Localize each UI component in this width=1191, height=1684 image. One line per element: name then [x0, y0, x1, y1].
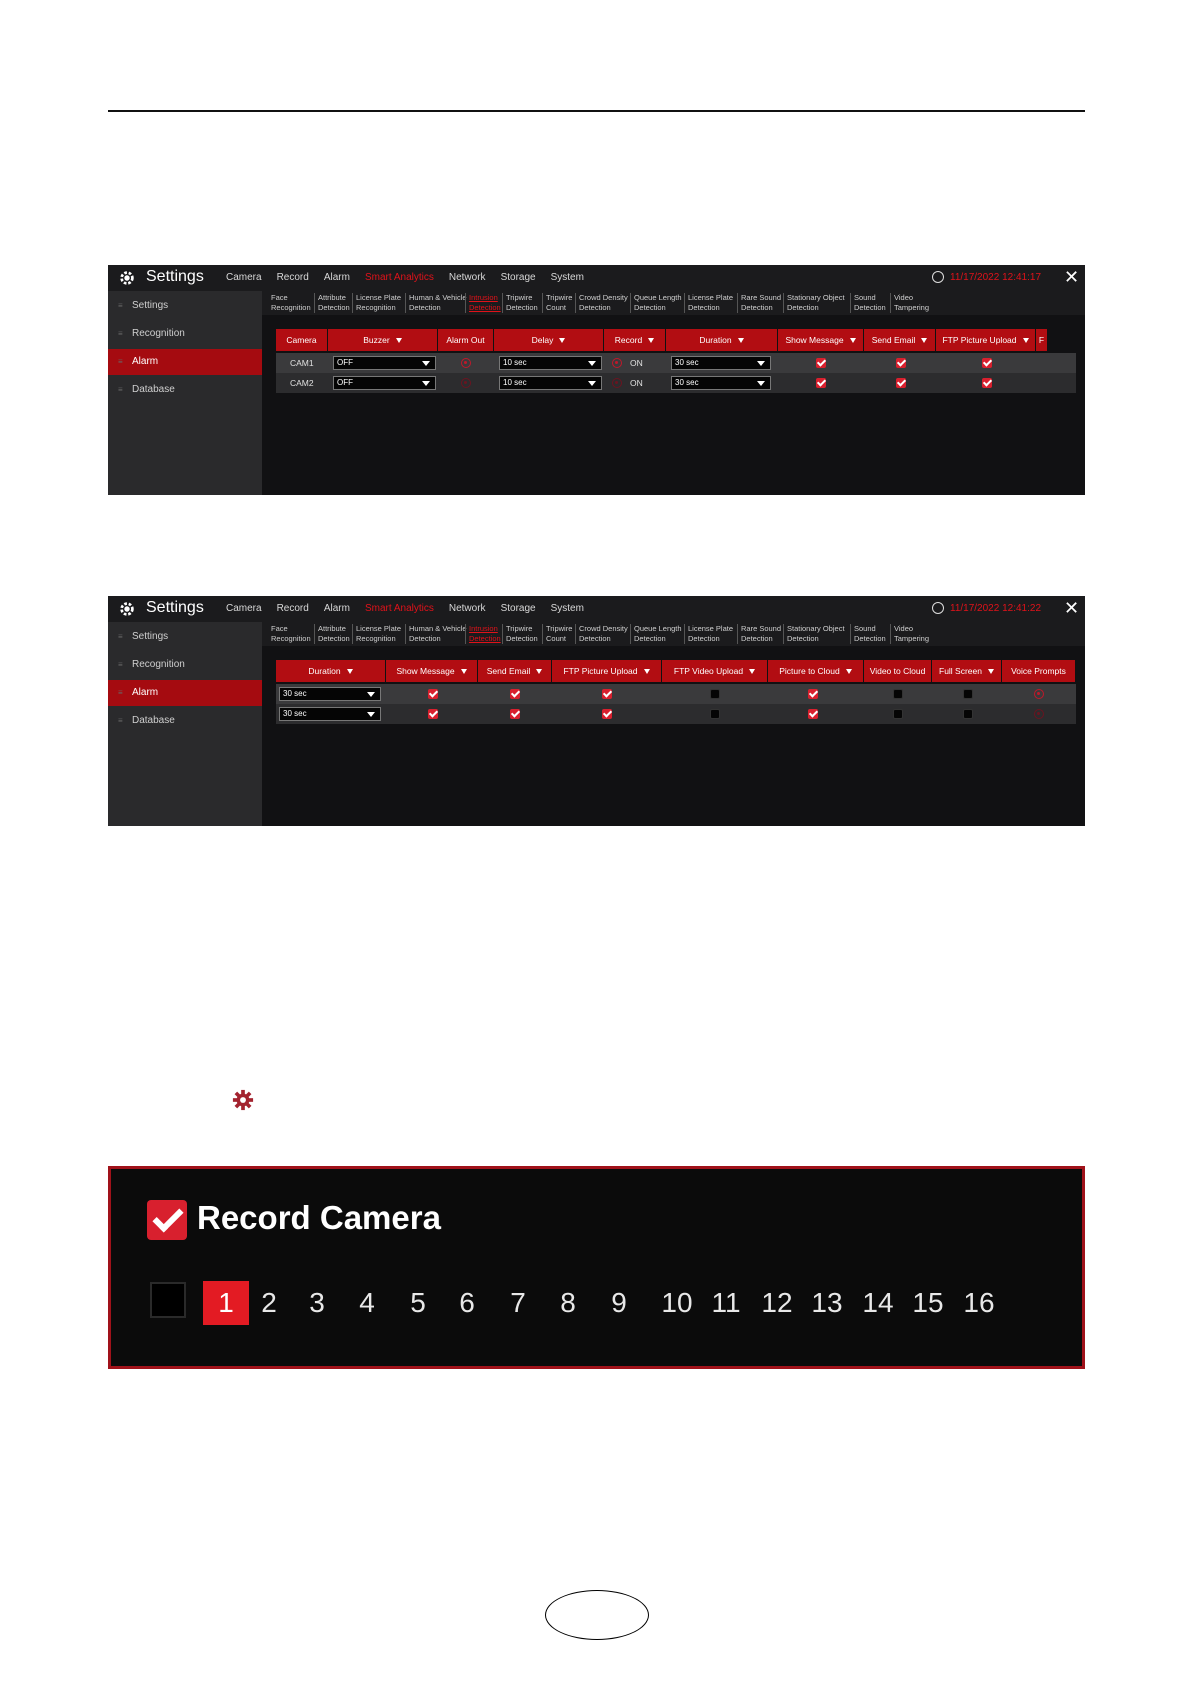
subtab-stationary-object-detection[interactable]: Stationary Object Detection [783, 293, 845, 313]
camera-number-2[interactable]: 2 [261, 1287, 277, 1318]
video-to-cloud-checkbox[interactable] [893, 709, 903, 719]
page-top-rule [108, 110, 1085, 112]
menu-dot-icon: ≡ [118, 660, 123, 669]
send-email-checkbox[interactable] [896, 358, 906, 368]
sidebar-item-settings[interactable] [108, 624, 262, 650]
dropdown-caret-icon [644, 669, 650, 674]
column-header-send-email[interactable]: Send Email [864, 329, 936, 351]
record-radio[interactable] [612, 378, 622, 388]
subtab-intrusion-detection[interactable]: Intrusion Detection [465, 293, 501, 313]
camera-number-4[interactable]: 4 [359, 1287, 375, 1318]
buzzer-select[interactable]: OFF [333, 356, 436, 370]
sidebar [108, 291, 262, 495]
dropdown-caret-icon [846, 669, 852, 674]
subtab-license-plate-recognition[interactable]: License Plate Recognition [352, 293, 401, 313]
dropdown-caret-icon [738, 338, 744, 343]
column-header-camera: Camera [276, 329, 328, 351]
subtab-license-plate-detection[interactable]: License Plate Detection [684, 293, 733, 313]
page-number-oval [545, 1590, 649, 1640]
sidebar-item-recognition[interactable] [108, 321, 262, 347]
table-row-cam2 [276, 373, 1076, 393]
camera-number-15[interactable]: 15 [912, 1287, 944, 1318]
camera-number-5[interactable]: 5 [410, 1287, 426, 1318]
dropdown-caret-icon [461, 669, 467, 674]
column-header-voice-prompts: Voice Prompts [1002, 660, 1076, 682]
duration-select[interactable]: 30 sec [279, 707, 381, 721]
menu-dot-icon: ≡ [118, 688, 123, 697]
settings-screenshot-2 [108, 596, 1085, 826]
nav-network[interactable]: Network [448, 603, 486, 614]
record-camera-checkbox[interactable] [147, 1200, 187, 1240]
column-header-record[interactable]: Record [604, 329, 666, 351]
nav-network[interactable]: Network [448, 272, 486, 283]
full-screen-checkbox[interactable] [963, 709, 973, 719]
column-header-picture-to-cloud[interactable]: Picture to Cloud [768, 660, 864, 682]
dropdown-caret-icon [347, 669, 353, 674]
app-title: Settings [146, 599, 204, 616]
title-bar [108, 596, 1085, 622]
full-screen-checkbox[interactable] [963, 689, 973, 699]
subtab-video-tampering[interactable]: Video Tampering [890, 293, 929, 313]
sidebar-item-alarm[interactable] [108, 349, 262, 375]
nav-camera[interactable]: Camera [226, 603, 262, 614]
gear-icon [118, 269, 136, 287]
subtab-crowd-density-detection[interactable]: Crowd Density Detection [575, 293, 628, 313]
ftp-picture-upload-checkbox[interactable] [982, 378, 992, 388]
camera-number-6[interactable]: 6 [459, 1287, 475, 1318]
show-message-checkbox[interactable] [428, 689, 438, 699]
camera-number-1[interactable]: 1 [203, 1281, 249, 1325]
dropdown-caret-icon [1023, 338, 1029, 343]
duration-select[interactable]: 30 sec [671, 376, 771, 390]
subtab-queue-length-detection[interactable]: Queue Length Detection [630, 624, 682, 644]
column-header-duration[interactable]: Duration [276, 660, 386, 682]
sidebar-item-recognition[interactable] [108, 652, 262, 678]
camera-number-13[interactable]: 13 [811, 1287, 843, 1318]
subtab-sound-detection[interactable]: Sound Detection [850, 293, 886, 313]
subtab-tripwire-detection[interactable]: Tripwire Detection [502, 624, 538, 644]
camera-number-10[interactable]: 10 [661, 1287, 693, 1318]
alarm-out-radio[interactable] [461, 358, 471, 368]
subtab-license-plate-recognition[interactable]: License Plate Recognition [352, 624, 401, 644]
dropdown-caret-icon [921, 338, 927, 343]
menu-dot-icon: ≡ [118, 632, 123, 641]
sidebar [108, 622, 262, 826]
gear-icon [232, 1089, 254, 1111]
subtab-human-vehicle-detection[interactable]: Human & Vehicle Detection [405, 624, 467, 644]
camera-name: CAM2 [290, 378, 314, 388]
subtab-face-recognition[interactable]: Face Recognition [271, 293, 311, 312]
column-header-buzzer[interactable]: Buzzer [328, 329, 438, 351]
sidebar-item-database[interactable] [108, 377, 262, 403]
table-row-2 [276, 704, 1076, 724]
dropdown-caret-icon [367, 712, 375, 717]
column-header-partial: F [1036, 329, 1048, 351]
menu-dot-icon: ≡ [118, 716, 123, 725]
record-camera-title: Record Camera [197, 1199, 441, 1236]
nav-record[interactable]: Record [276, 603, 309, 614]
nav-storage[interactable]: Storage [500, 272, 536, 283]
ftp-picture-upload-checkbox[interactable] [982, 358, 992, 368]
nav-smart-analytics[interactable]: Smart Analytics [364, 603, 434, 614]
voice-prompts-radio[interactable] [1034, 689, 1044, 699]
record-state: ON [630, 378, 643, 388]
dropdown-caret-icon [422, 381, 430, 386]
send-email-checkbox[interactable] [510, 709, 520, 719]
title-bar [108, 265, 1085, 291]
column-header-show-message[interactable]: Show Message [778, 329, 864, 351]
analytics-subtabs [262, 291, 1085, 315]
subtab-tripwire-count[interactable]: Tripwire Count [542, 624, 572, 644]
record-radio[interactable] [612, 358, 622, 368]
record-state: ON [630, 358, 643, 368]
menu-dot-icon: ≡ [118, 301, 123, 310]
clock-icon [932, 602, 944, 614]
app-title: Settings [146, 268, 204, 285]
dropdown-caret-icon [396, 338, 402, 343]
close-icon[interactable]: ✕ [1064, 598, 1080, 618]
datetime: 11/17/2022 12:41:17 [950, 272, 1042, 283]
nav-alarm[interactable]: Alarm [323, 272, 350, 283]
nav-system[interactable]: System [550, 272, 584, 283]
dropdown-caret-icon [648, 338, 654, 343]
menu-dot-icon: ≡ [118, 329, 123, 338]
dropdown-caret-icon [850, 338, 856, 343]
subtab-attribute-detection[interactable]: Attribute Detection [314, 293, 350, 313]
column-header-alarm-out: Alarm Out [438, 329, 494, 351]
sidebar-item-label: Alarm [132, 687, 159, 698]
dropdown-caret-icon [757, 381, 765, 386]
send-email-checkbox[interactable] [510, 689, 520, 699]
sidebar-item-label: Settings [132, 631, 169, 642]
camera-number-7[interactable]: 7 [510, 1287, 526, 1318]
camera-name: CAM1 [290, 358, 314, 368]
voice-prompts-radio[interactable] [1034, 709, 1044, 719]
sidebar-item-label: Recognition [132, 659, 185, 670]
camera-number-11[interactable]: 11 [711, 1287, 741, 1318]
ftp-video-upload-checkbox[interactable] [710, 689, 720, 699]
dropdown-caret-icon [559, 338, 565, 343]
delay-select[interactable]: 10 sec [499, 356, 602, 370]
dropdown-caret-icon [749, 669, 755, 674]
subtab-rare-sound-detection[interactable]: Rare Sound Detection [737, 293, 781, 313]
column-header-ftp-video-upload[interactable]: FTP Video Upload [662, 660, 768, 682]
column-header-delay[interactable]: Delay [494, 329, 604, 351]
subtab-sound-detection[interactable]: Sound Detection [850, 624, 886, 644]
subtab-license-plate-detection[interactable]: License Plate Detection [684, 624, 733, 644]
column-header-full-screen[interactable]: Full Screen [932, 660, 1002, 682]
nav-system[interactable]: System [550, 603, 584, 614]
camera-number-9[interactable]: 9 [611, 1287, 627, 1318]
subtab-face-recognition[interactable]: Face Recognition [271, 624, 311, 643]
subtab-queue-length-detection[interactable]: Queue Length Detection [630, 293, 682, 313]
show-message-checkbox[interactable] [816, 378, 826, 388]
column-header-duration[interactable]: Duration [666, 329, 778, 351]
show-message-checkbox[interactable] [816, 358, 826, 368]
menu-dot-icon: ≡ [118, 385, 123, 394]
dropdown-caret-icon [757, 361, 765, 366]
subtab-tripwire-count[interactable]: Tripwire Count [542, 293, 572, 313]
sidebar-item-label: Alarm [132, 356, 159, 367]
menu-dot-icon: ≡ [118, 357, 123, 366]
subtab-stationary-object-detection[interactable]: Stationary Object Detection [783, 624, 845, 644]
nav-smart-analytics[interactable]: Smart Analytics [364, 272, 434, 283]
show-message-checkbox[interactable] [428, 709, 438, 719]
alarm-out-radio[interactable] [461, 378, 471, 388]
top-nav [226, 603, 599, 614]
settings-screenshot-1 [108, 265, 1085, 495]
sidebar-item-label: Recognition [132, 328, 185, 339]
sidebar-item-label: Settings [132, 300, 169, 311]
ftp-video-upload-checkbox[interactable] [710, 709, 720, 719]
table-row-cam1 [276, 353, 1076, 373]
top-nav [226, 272, 599, 283]
column-header-ftp-picture-upload[interactable]: FTP Picture Upload [936, 329, 1036, 351]
picture-to-cloud-checkbox[interactable] [808, 689, 818, 699]
subtab-tripwire-detection[interactable]: Tripwire Detection [502, 293, 538, 313]
camera-number-12[interactable]: 12 [761, 1287, 793, 1318]
delay-select[interactable]: 10 sec [499, 376, 602, 390]
nav-camera[interactable]: Camera [226, 272, 262, 283]
dropdown-caret-icon [367, 692, 375, 697]
column-header-ftp-picture-upload[interactable]: FTP Picture Upload [552, 660, 662, 682]
subtab-human-vehicle-detection[interactable]: Human & Vehicle Detection [405, 293, 467, 313]
select-all-checkbox[interactable] [150, 1282, 186, 1318]
duration-select[interactable]: 30 sec [671, 356, 771, 370]
camera-number-16[interactable]: 16 [963, 1287, 995, 1318]
datetime: 11/17/2022 12:41:22 [950, 603, 1042, 614]
ftp-picture-upload-checkbox[interactable] [602, 709, 612, 719]
camera-number-8[interactable]: 8 [560, 1287, 576, 1318]
column-header-show-message[interactable]: Show Message [386, 660, 478, 682]
buzzer-select[interactable]: OFF [333, 376, 436, 390]
column-header-send-email[interactable]: Send Email [478, 660, 552, 682]
sidebar-item-label: Database [132, 384, 175, 395]
analytics-subtabs [262, 622, 1085, 646]
nav-storage[interactable]: Storage [500, 603, 536, 614]
sidebar-item-label: Database [132, 715, 175, 726]
table-row-1 [276, 684, 1076, 704]
camera-number-3[interactable]: 3 [309, 1287, 325, 1318]
close-icon[interactable]: ✕ [1064, 267, 1080, 287]
send-email-checkbox[interactable] [896, 378, 906, 388]
dropdown-caret-icon [422, 361, 430, 366]
subtab-crowd-density-detection[interactable]: Crowd Density Detection [575, 624, 628, 644]
camera-number-14[interactable]: 14 [862, 1287, 894, 1318]
dropdown-caret-icon [588, 361, 596, 366]
picture-to-cloud-checkbox[interactable] [808, 709, 818, 719]
dropdown-caret-icon [536, 669, 542, 674]
sidebar-item-alarm[interactable] [108, 680, 262, 706]
dropdown-caret-icon [588, 381, 596, 386]
column-header-video-to-cloud: Video to Cloud [864, 660, 932, 682]
nav-alarm[interactable]: Alarm [323, 603, 350, 614]
dropdown-caret-icon [988, 669, 994, 674]
gear-icon [118, 600, 136, 618]
sidebar-item-database[interactable] [108, 708, 262, 734]
clock-icon [932, 271, 944, 283]
subtab-rare-sound-detection[interactable]: Rare Sound Detection [737, 624, 781, 644]
duration-select[interactable]: 30 sec [279, 687, 381, 701]
record-camera-panel [108, 1166, 1085, 1369]
subtab-intrusion-detection[interactable]: Intrusion Detection [465, 624, 501, 644]
video-to-cloud-checkbox[interactable] [893, 689, 903, 699]
subtab-attribute-detection[interactable]: Attribute Detection [314, 624, 350, 644]
sidebar-item-settings[interactable] [108, 293, 262, 319]
nav-record[interactable]: Record [276, 272, 309, 283]
subtab-video-tampering[interactable]: Video Tampering [890, 624, 929, 644]
ftp-picture-upload-checkbox[interactable] [602, 689, 612, 699]
